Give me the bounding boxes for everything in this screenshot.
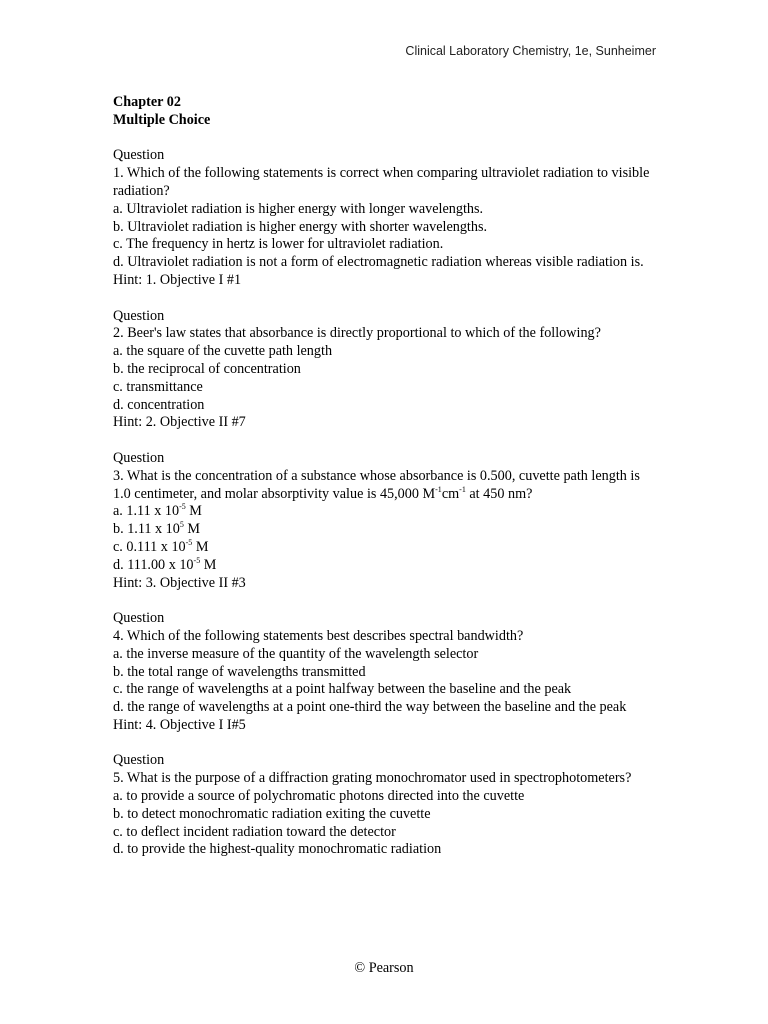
- answer-option: b. the total range of wavelengths transmitted: [113, 663, 366, 680]
- answer-option: d. Ultraviolet radiation is not a form of electromagnetic radiation whereas visible radiation is.: [113, 254, 644, 271]
- answer-option: a. the square of the cuvette path length: [113, 343, 333, 360]
- stem-text: cm: [441, 485, 460, 502]
- answer-option: [113, 521, 653, 539]
- section-title: Multiple Choice: [113, 111, 211, 128]
- option-base: b. 1.11 x 10: [113, 521, 180, 538]
- question-stem: 4. Which of the following statements best describes spectral bandwidth?: [113, 627, 524, 644]
- question-block-2: [113, 308, 653, 433]
- question-block-3: [113, 450, 653, 592]
- footer-copyright: © Pearson: [354, 960, 414, 976]
- answer-option: b. the reciprocal of concentration: [113, 360, 301, 377]
- question-stem: [113, 468, 653, 504]
- answer-option: [113, 539, 653, 557]
- answer-option: b. Ultraviolet radiation is higher energy with shorter wavelengths.: [113, 218, 488, 235]
- question-label: Question: [113, 307, 165, 324]
- option-unit: M: [183, 521, 201, 538]
- answer-option: d. the range of wavelengths at a point one-third the way between the baseline and the peak: [113, 699, 627, 716]
- superscript: -1: [435, 484, 442, 494]
- question-hint: Hint: 2. Objective II #7: [113, 414, 246, 431]
- answer-option: c. to deflect incident radiation toward the detector: [113, 823, 396, 840]
- question-stem: 5. What is the purpose of a diffraction grating monochromator used in spectrophotometers?: [113, 770, 632, 787]
- stem-text: 3. What is the concentration of a substance whose absorbance is 0.500, cuvette path length is 1.0 centimeter, and molar absorptivity value is 45,000 M: [113, 467, 640, 502]
- answer-option: a. to provide a source of polychromatic photons directed into the cuvette: [113, 788, 525, 805]
- answer-option: [113, 557, 653, 575]
- answer-option: c. The frequency in hertz is lower for ultraviolet radiation.: [113, 236, 444, 253]
- question-block-5: [113, 752, 653, 859]
- option-base: d. 111.00 x 10: [113, 556, 194, 573]
- question-block-4: [113, 610, 653, 735]
- chapter-title: Chapter 02: [113, 94, 181, 110]
- answer-option: b. to detect monochromatic radiation exiting the cuvette: [113, 805, 431, 822]
- superscript: -1: [459, 484, 466, 494]
- question-label: Question: [113, 610, 165, 627]
- exponent: 5: [179, 520, 184, 530]
- option-base: a. 1.11 x 10: [113, 503, 180, 520]
- question-label: Question: [113, 449, 165, 466]
- answer-option: d. concentration: [113, 396, 205, 413]
- exponent: -5: [185, 537, 193, 547]
- question-block-1: [113, 147, 653, 289]
- stem-text: at 450 nm?: [465, 485, 533, 502]
- page-content: [113, 94, 653, 859]
- option-unit: M: [185, 503, 202, 520]
- answer-option: a. the inverse measure of the quantity of the wavelength selector: [113, 645, 479, 662]
- answer-option: c. the range of wavelengths at a point halfway between the baseline and the peak: [113, 681, 572, 698]
- option-base: c. 0.111 x 10: [113, 538, 186, 555]
- exponent: -5: [193, 555, 201, 565]
- answer-option: d. to provide the highest-quality monochromatic radiation: [113, 841, 442, 858]
- answer-option: c. transmittance: [113, 378, 203, 395]
- question-hint: Hint: 1. Objective I #1: [113, 271, 242, 288]
- question-label: Question: [113, 147, 165, 164]
- question-stem: 1. Which of the following statements is correct when comparing ultraviolet radiation to visible radiation?: [113, 165, 650, 199]
- answer-option: [113, 503, 653, 521]
- running-header: Clinical Laboratory Chemistry, 1e, Sunheimer: [405, 44, 656, 58]
- question-label: Question: [113, 752, 165, 769]
- option-unit: M: [200, 556, 217, 573]
- question-stem: 2. Beer's law states that absorbance is directly proportional to which of the following?: [113, 325, 601, 342]
- question-hint: Hint: 4. Objective I I#5: [113, 716, 246, 733]
- answer-option: a. Ultraviolet radiation is higher energy with longer wavelengths.: [113, 200, 484, 217]
- option-unit: M: [192, 538, 209, 555]
- question-hint: Hint: 3. Objective II #3: [113, 574, 246, 591]
- exponent: -5: [179, 502, 186, 512]
